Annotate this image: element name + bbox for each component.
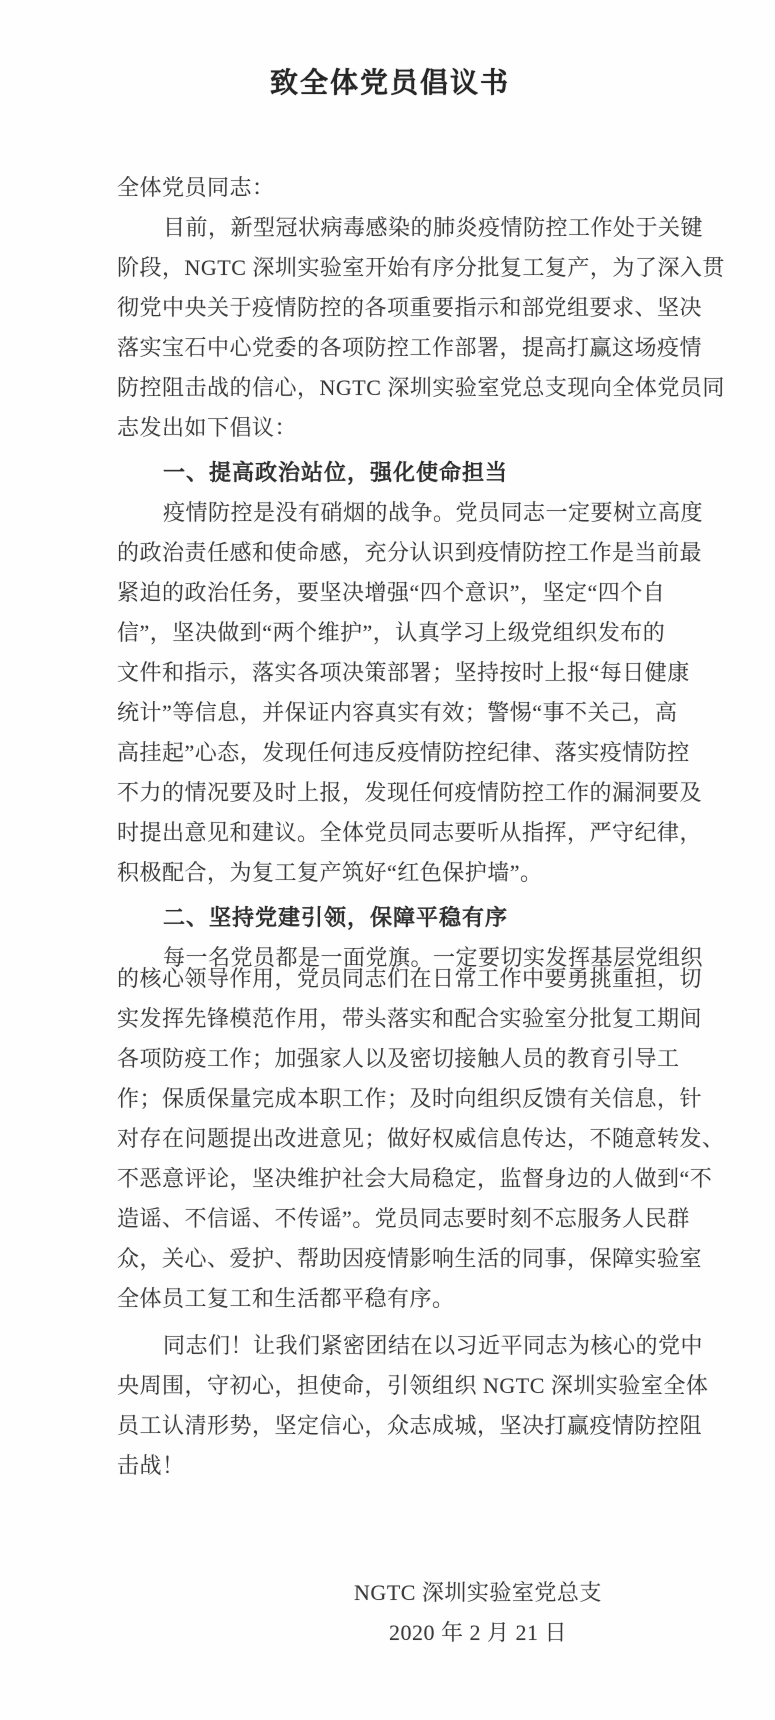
signature-block	[205, 1573, 751, 1653]
text-line: 员工认清形势，坚定信心，众志成城，坚决打赢疫情防控阻	[117, 1413, 703, 1438]
text-line: 志发出如下倡议：	[117, 415, 298, 440]
text-line: 作；保质保量完成本职工作；及时向组织反馈有关信息，针	[117, 1086, 703, 1111]
text-line: 高挂起”心态，发现任何违反疫情防控纪律、落实疫情防控	[117, 740, 690, 765]
text-line: 同志们！让我们紧密团结在以习近平同志为核心的党中	[163, 1333, 704, 1358]
text-line: 的政治责任感和使命感，充分认识到疫情防控工作是当前最	[117, 540, 703, 565]
text-line: 造谣、不信谣、不传谣”。党员同志要时刻不忘服务人民群	[117, 1206, 690, 1231]
text-line: 众，关心、爱护、帮助因疫情影响生活的同事，保障实验室	[117, 1246, 703, 1271]
text-line: 击战！	[117, 1453, 185, 1478]
text-line: 疫情防控是没有硝烟的战争。党员同志一定要树立高度	[163, 500, 704, 525]
text-line: 各项防疫工作；加强家人以及密切接触人员的教育引导工	[117, 1046, 680, 1071]
text-line: 防控阻击战的信心，NGTC 深圳实验室党总支现向全体党员同	[117, 375, 725, 400]
text-line: 对存在问题提出改进意见；做好权威信息传达，不随意转发、	[117, 1126, 725, 1151]
closing-paragraph	[117, 1326, 709, 1486]
text-line: 不力的情况要及时上报，发现任何疫情防控工作的漏洞要及	[117, 780, 703, 805]
text-line: 时提出意见和建议。全体党员同志要听从指挥，严守纪律，	[117, 820, 703, 845]
document-title: 致全体党员倡议书	[269, 68, 510, 99]
text-line: 央周围，守初心，担使命，引领组织 NGTC 深圳实验室全体	[117, 1373, 709, 1398]
intro-paragraph	[117, 208, 725, 448]
text-line: 每一名党员都是一面党旗。一定要切实发挥基层党组织	[163, 945, 704, 970]
section-1-heading: 一、提高政治站位，强化使命担当	[163, 460, 509, 485]
text-line: 不恶意评论，坚决维护社会大局稳定，监督身边的人做到“不	[117, 1166, 713, 1191]
section-1-paragraph	[117, 493, 704, 893]
salutation: 全体党员同志：	[117, 175, 275, 200]
text-line: 积极配合，为复工复产筑好“红色保护墙”。	[117, 860, 543, 885]
text-line: 阶段，NGTC 深圳实验室开始有序分批复工复产，为了深入贯	[117, 255, 725, 280]
date: 2020 年 2 月 21 日	[388, 1620, 567, 1645]
signature: NGTC 深圳实验室党总支	[354, 1580, 602, 1605]
section-2-paragraph	[117, 938, 725, 1319]
text-line: 文件和指示，落实各项决策部署；坚持按时上报“每日健康	[117, 660, 690, 685]
section-2-heading: 二、坚持党建引领，保障平稳有序	[163, 905, 509, 930]
text-line: 目前，新型冠状病毒感染的肺炎疫情防控工作处于关键	[163, 215, 704, 240]
text-line: 彻党中央关于疫情防控的各项重要指示和部党组要求、坚决	[117, 295, 703, 320]
text-line: 信”，坚决做到“两个维护”，认真学习上级党组织发布的	[117, 620, 666, 645]
text-line: 紧迫的政治任务，要坚决增强“四个意识”，坚定“四个自	[117, 580, 666, 605]
text-line: 实发挥先锋模范作用，带头落实和配合实验室分批复工期间	[117, 1006, 703, 1031]
text-line: 的核心领导作用，党员同志们在日常工作中要勇挑重担，切	[117, 966, 703, 991]
text-line: 全体员工复工和生活都平稳有序。	[117, 1286, 455, 1311]
text-line: 统计”等信息，并保证内容真实有效；警惕“事不关己，高	[117, 700, 678, 725]
text-line: 落实宝石中心党委的各项防控工作部署，提高打赢这场疫情	[117, 335, 703, 360]
